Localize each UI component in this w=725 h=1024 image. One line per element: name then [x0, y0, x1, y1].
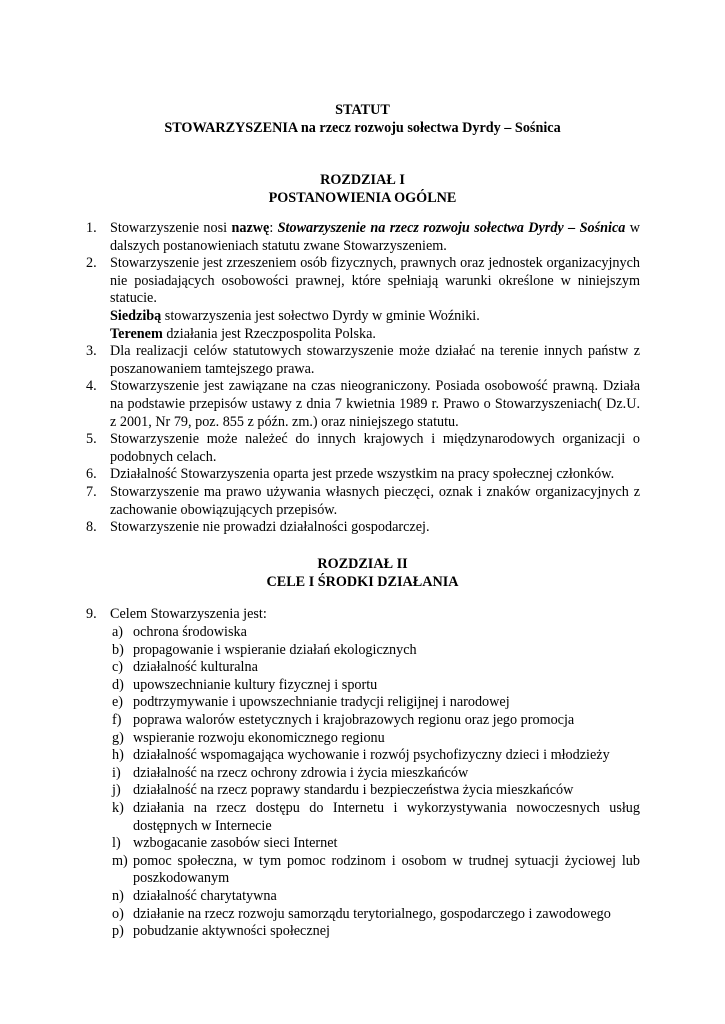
item-text: Stowarzyszenie jest zrzeszeniem osób fizycznych, prawnych oraz jednostek organizacyjnych nie posiadających osobowości prawnej, które spełniają warunki określone w niniejszym statucie.	[110, 255, 640, 307]
chapter-2-list	[86, 606, 640, 624]
goal-item	[112, 782, 640, 800]
goal-text: wspieranie rozwoju ekonomicznego regionu	[133, 729, 385, 746]
goal-item	[112, 712, 640, 730]
item-bold-term: nazwę	[231, 220, 270, 236]
area-text: działania jest Rzeczpospolita Polska.	[162, 325, 376, 342]
list-item-6	[86, 466, 640, 484]
item-number: 3.	[86, 343, 97, 360]
goal-text: działania na rzecz dostępu do Internetu i wykorzystywania nowoczesnych usług dostępnych w Internecie	[133, 799, 640, 834]
document-subtitle: STOWARZYSZENIA na rzecz rozwoju sołectwa Dyrdy – Sośnica	[164, 120, 561, 136]
goal-item	[112, 624, 640, 642]
item-number: 7.	[86, 483, 97, 500]
goal-letter: a)	[112, 624, 124, 640]
goal-letter: g)	[112, 729, 124, 746]
item-text: Stowarzyszenie jest zawiązane na czas nieograniczony. Posiada osobowość prawną. Działa na podstawie przepisów ustawy z dnia 7 kwietnia 1989 r. Prawo o Stowarzyszeniach( Dz.U. z 2001, Nr 79, poz. 855 z późn. zm.) oraz niniejszego statutu.	[110, 378, 640, 430]
goal-text: pobudzanie aktywności społecznej	[133, 923, 330, 940]
area-line	[86, 326, 640, 344]
goal-letter: c)	[112, 659, 124, 676]
goal-letter: m)	[112, 852, 128, 869]
goal-letter: p)	[112, 923, 124, 940]
goal-text: pomoc społeczna, w tym pomoc rodzinom i osobom w trudnej sytuacji życiowej lub poszkodowanym	[133, 852, 640, 887]
chapter-2-subheading: CELE I ŚRODKI DZIAŁANIA	[266, 574, 459, 590]
list-item-7	[86, 484, 640, 519]
item-text: Stowarzyszenie ma prawo używania własnych pieczęci, oznak i znaków organizacyjnych z zachowanie obowiązujących przepisów.	[110, 483, 640, 518]
list-item-5	[86, 431, 640, 466]
goal-letter: f)	[112, 711, 122, 728]
goal-item	[112, 642, 640, 660]
goal-letter: k)	[112, 799, 124, 816]
goal-text: działalność na rzecz poprawy standardu i bezpieczeństwa życia mieszkańców	[133, 782, 574, 799]
goal-letter: b)	[112, 641, 124, 658]
item-text: Działalność Stowarzyszenia oparta jest przede wszystkim na pracy społecznej członków.	[110, 466, 615, 483]
goal-letter: i)	[112, 764, 121, 781]
goals-list	[112, 624, 640, 941]
goal-item	[112, 853, 640, 888]
list-item-9	[86, 606, 640, 624]
document-title: STATUT	[335, 102, 390, 118]
goal-item	[112, 835, 640, 853]
item-number: 5.	[86, 431, 97, 448]
list-item-8	[86, 519, 640, 537]
chapter-1-subheading: POSTANOWIENIA OGÓLNE	[268, 190, 457, 206]
goal-text: podtrzymywanie i upowszechnianie tradycji religijnej i narodowej	[133, 694, 510, 711]
goal-item	[112, 677, 640, 695]
goal-item	[112, 923, 640, 941]
list-item-2	[86, 255, 640, 308]
goal-item	[112, 888, 640, 906]
goal-text: działalność charytatywna	[133, 887, 277, 904]
goal-text: ochrona środowiska	[133, 624, 247, 640]
goal-text: poprawa walorów estetycznych i krajobrazowych regionu oraz jego promocja	[133, 711, 575, 728]
goal-letter: j)	[112, 782, 121, 799]
association-name: Stowarzyszenie na rzecz rozwoju sołectwa Dyrdy – Sośnica	[277, 220, 626, 236]
item-number: 4.	[86, 378, 97, 395]
goal-text: wzbogacanie zasobów sieci Internet	[133, 835, 338, 852]
item-text: Dla realizacji celów statutowych stowarzyszenie może działać na terenie innych państw z poszanowaniem tamtejszego prawa.	[110, 343, 640, 377]
area-label: Terenem	[110, 325, 163, 342]
item-text: Celem Stowarzyszenia jest:	[110, 606, 267, 622]
list-item-4	[86, 378, 640, 431]
goal-letter: e)	[112, 694, 124, 711]
goal-letter: d)	[112, 676, 124, 693]
list-item-3	[86, 343, 640, 378]
goal-text: działalność kulturalna	[133, 659, 258, 676]
goal-item	[112, 765, 640, 783]
chapter-2-heading: ROZDZIAŁ II	[317, 556, 408, 572]
goal-item	[112, 694, 640, 712]
item-text: Stowarzyszenie nie prowadzi działalności gospodarczej.	[110, 519, 430, 536]
item-text: Stowarzyszenie może należeć do innych krajowych i międzynarodowych organizacji o podobnych celach.	[110, 431, 640, 465]
goal-text: działalność wspomagająca wychowanie i rozwój psychofizyczny dzieci i młodzieży	[133, 747, 610, 764]
goal-item	[112, 659, 640, 677]
item-text: :	[269, 220, 278, 236]
goal-item	[112, 800, 640, 835]
goal-letter: n)	[112, 887, 124, 904]
goal-letter: h)	[112, 747, 124, 764]
goal-letter: l)	[112, 835, 121, 852]
item-number: 6.	[86, 466, 97, 483]
seat-label: Siedzibą	[110, 307, 162, 324]
item-number: 1.	[86, 220, 97, 236]
item-text: Stowarzyszenie nosi	[110, 220, 232, 236]
goal-text: upowszechnianie kultury fizycznej i sportu	[133, 676, 378, 693]
item-text: w dalszych postanowieniach statutu zwane Stowarzyszeniem.	[110, 220, 640, 254]
item-number: 8.	[86, 519, 97, 536]
list-item-1	[86, 220, 640, 255]
chapter-1-heading: ROZDZIAŁ I	[320, 172, 405, 188]
item-number: 2.	[86, 255, 97, 272]
goal-item	[112, 730, 640, 748]
goal-text: działanie na rzecz rozwoju samorządu terytorialnego, gospodarczego i zawodowego	[133, 905, 611, 922]
seat-text: stowarzyszenia jest sołectwo Dyrdy w gminie Woźniki.	[161, 307, 480, 324]
goal-text: działalność na rzecz ochrony zdrowia i życia mieszkańców	[133, 764, 469, 781]
seat-line	[86, 308, 640, 326]
goal-item	[112, 747, 640, 765]
chapter-1-list	[86, 220, 640, 537]
goal-text: propagowanie i wspieranie działań ekologicznych	[133, 641, 417, 658]
goal-item	[112, 906, 640, 924]
goal-letter: o)	[112, 905, 124, 922]
item-number: 9.	[86, 606, 97, 622]
